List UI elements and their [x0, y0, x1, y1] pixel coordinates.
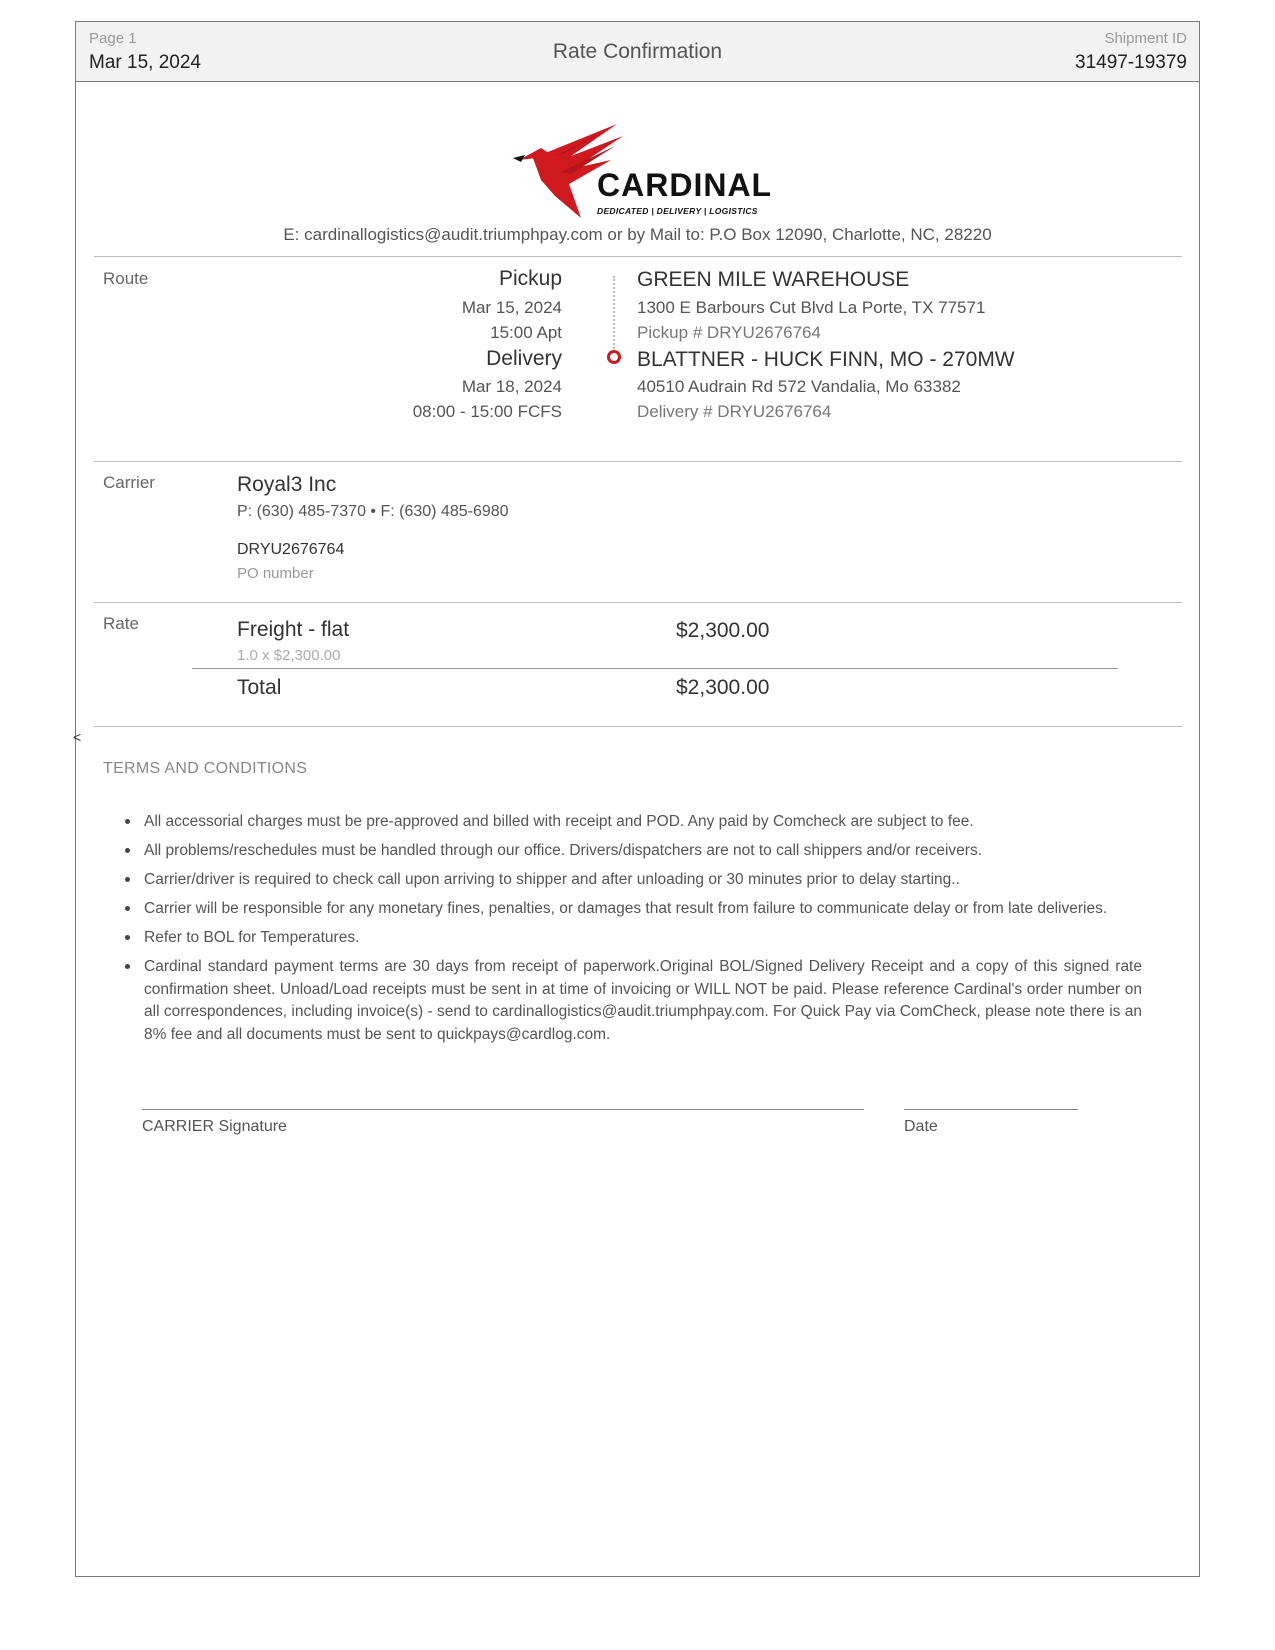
terms-item: • Refer to BOL for Temperatures. — [142, 925, 1142, 950]
shipment-id: 31497-19379 — [1075, 52, 1187, 73]
carrier-phone-fax: P: (630) 485-7370 • F: (630) 485-6980 — [237, 503, 509, 520]
total-label: Total — [237, 676, 282, 699]
divider — [94, 256, 1182, 257]
terms-list — [116, 809, 1142, 1051]
po-number-label: PO number — [237, 565, 314, 582]
divider — [94, 726, 1182, 727]
terms-item: • Carrier/driver is required to check call upon arriving to shipper and after unloading or 30 minutes prior to delay starting.. — [142, 867, 1142, 892]
carrier-signature-label: CARRIER Signature — [142, 1118, 287, 1135]
rate-divider — [192, 668, 1118, 669]
delivery-time: 08:00 - 15:00 FCFS — [412, 402, 562, 421]
rate-label: Rate — [103, 614, 139, 633]
stray-mark: < — [73, 729, 82, 745]
pickup-time: 15:00 Apt — [490, 323, 562, 342]
divider — [94, 461, 1182, 462]
shipment-id-label: Shipment ID — [1104, 30, 1187, 47]
rate-item-detail: 1.0 x $2,300.00 — [237, 647, 341, 664]
page-header — [76, 22, 1199, 82]
rate-item-amount: $2,300.00 — [676, 619, 770, 642]
terms-item: • All accessorial charges must be pre-approved and billed with receipt and POD. Any paid by Comcheck are subject to fee. — [142, 809, 1142, 834]
signature-date-label: Date — [904, 1118, 938, 1135]
terms-item: • Carrier will be responsible for any monetary fines, penalties, or damages that result from failure to communicate delay or from late deliveries. — [142, 896, 1142, 921]
brand-tagline: DEDICATED | DELIVERY | LOGISTICS — [597, 206, 758, 216]
header-date: Mar 15, 2024 — [89, 52, 201, 73]
route-label: Route — [103, 269, 149, 288]
rate-confirmation-page — [75, 21, 1200, 1577]
contact-line: E: cardinallogistics@audit.triumphpay.com or by Mail to: P.O Box 12090, Charlotte, NC, 28220 — [283, 225, 992, 244]
delivery-address: 40510 Audrain Rd 572 Vandalia, Mo 63382 — [637, 377, 961, 396]
route-timeline — [613, 276, 617, 352]
delivery-date: Mar 18, 2024 — [461, 377, 562, 396]
pickup-date: Mar 15, 2024 — [461, 298, 562, 317]
terms-item: • Cardinal standard payment terms are 30 days from receipt of paperwork.Original BOL/Signed Delivery Receipt and a copy of this signed rate confirmation sheet. Unload/Load receipts must be sent in at time of invoicing or WILL NOT be paid. Please reference Cardinal's order number on all correspondences, including invoice(s) - send to cardinallogistics@audit.triumphpay.com. For Quick Pay via ComCheck, please note there is an 8% fee and all documents must be sent to quickpays@cardlog.com. — [142, 954, 1142, 1046]
page-title: Rate Confirmation — [552, 40, 723, 63]
delivery-marker-icon — [607, 350, 621, 364]
pickup-title: Pickup — [498, 267, 562, 290]
page-number: Page 1 — [89, 30, 137, 47]
terms-item: • All problems/reschedules must be handled through our office. Drivers/dispatchers are not to call shippers and/or receivers. — [142, 838, 1142, 863]
pickup-ref: Pickup # DRYU2676764 — [637, 323, 821, 342]
delivery-name: BLATTNER - HUCK FINN, MO - 270MW — [637, 348, 1015, 371]
carrier-signature-line[interactable] — [142, 1109, 864, 1110]
pickup-name: GREEN MILE WAREHOUSE — [637, 268, 910, 291]
pickup-address: 1300 E Barbours Cut Blvd La Porte, TX 77571 — [637, 298, 986, 317]
total-amount: $2,300.00 — [676, 676, 770, 699]
signature-date-line[interactable] — [904, 1109, 1078, 1110]
delivery-title: Delivery — [486, 347, 562, 370]
delivery-ref: Delivery # DRYU2676764 — [637, 402, 832, 421]
po-number-value: DRYU2676764 — [237, 541, 345, 558]
cardinal-logo — [511, 122, 773, 222]
brand-name: CARDINAL — [597, 167, 773, 203]
carrier-name: Royal3 Inc — [237, 473, 337, 496]
carrier-label: Carrier — [103, 473, 155, 492]
divider — [94, 602, 1182, 603]
terms-title: TERMS AND CONDITIONS — [103, 760, 308, 777]
rate-item-name: Freight - flat — [237, 618, 350, 641]
